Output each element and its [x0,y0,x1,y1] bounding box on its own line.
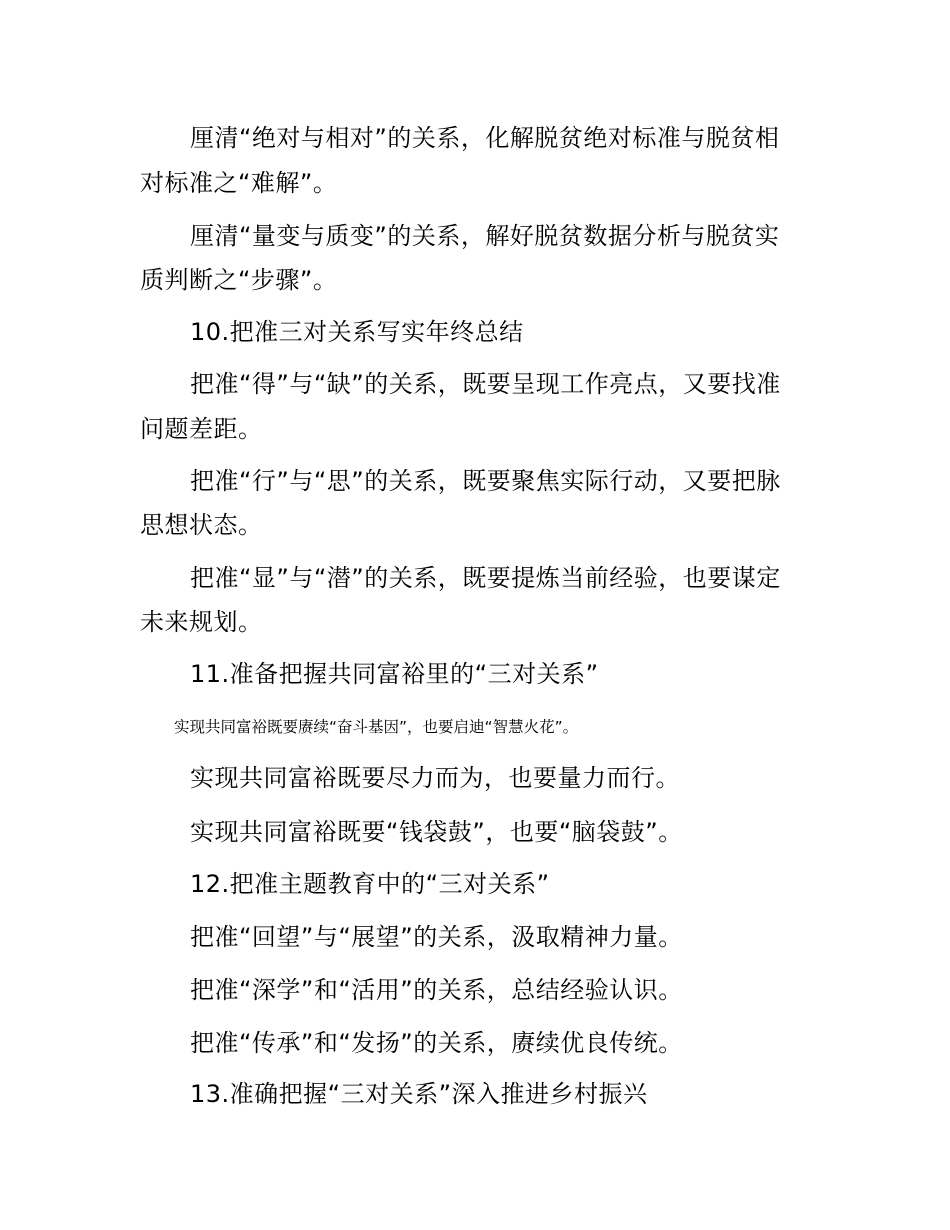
paragraph-line: 厘清“绝对与相对”的关系，化解脱贫绝对标准与脱贫相 [190,124,780,152]
section-heading: 10.把准三对关系写实年终总结 [190,318,524,346]
paragraph-line: 把准“显”与“潜”的关系，既要提炼当前经验，也要谋定 [190,564,781,592]
paragraph-line: 厘清“量变与质变”的关系，解好脱贫数据分析与脱贫实 [190,222,780,250]
paragraph-line: 对标准之“难解”。 [140,169,338,197]
section-heading: 11.准备把握共同富裕里的“三对关系” [190,660,599,688]
paragraph-line: 把准“行”与“思”的关系，既要聚焦实际行动，又要把脉 [190,467,781,495]
section-heading: 12.把准主题教育中的“三对关系” [190,870,550,898]
paragraph-line: 质判断之“步骤”。 [140,266,338,294]
paragraph-line: 把准“得”与“缺”的关系，既要呈现工作亮点，又要找准 [190,370,781,398]
paragraph-line: 把准“传承”和“发扬”的关系，赓续优良传统。 [190,1029,683,1057]
paragraph-line-small: 实现共同富裕既要赓续“奋斗基因”，也要启迪“智慧火花”。 [174,718,579,736]
paragraph-line: 把准“深学”和“活用”的关系，总结经验认识。 [190,976,683,1004]
paragraph-line: 实现共同富裕既要“钱袋鼓”，也要“脑袋鼓”。 [190,818,683,846]
paragraph-line: 未来规划。 [140,608,263,636]
paragraph-line: 思想状态。 [140,511,263,539]
section-heading: 13.准确把握“三对关系”深入推进乡村振兴 [190,1080,648,1108]
paragraph-line: 问题差距。 [140,415,263,443]
paragraph-line: 实现共同富裕既要尽力而为，也要量力而行。 [190,764,680,792]
paragraph-line: 把准“回望”与“展望”的关系，汲取精神力量。 [190,923,683,951]
